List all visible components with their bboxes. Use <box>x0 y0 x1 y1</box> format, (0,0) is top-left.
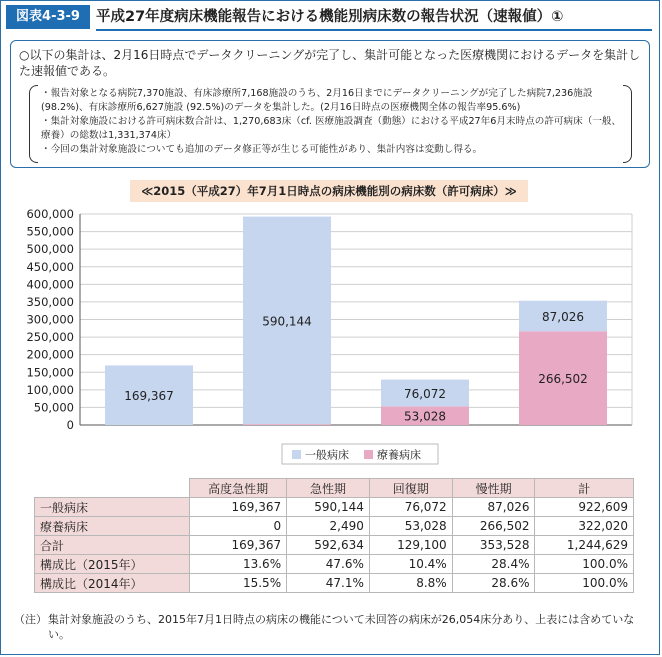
table-cell: 129,100 <box>369 536 452 555</box>
data-table <box>34 478 634 593</box>
table-cell: 76,072 <box>369 498 452 517</box>
table-cell: 100.0% <box>535 555 634 574</box>
table-header: 計 <box>535 479 634 498</box>
row-label: 一般病床 <box>35 498 190 517</box>
legend-swatch-ryoyo <box>364 450 373 459</box>
table-cell: 100.0% <box>535 574 634 593</box>
notes-bullet-3: ・今回の集計対象施設についても追加のデータ修正等が生じる可能性があり、集計内容は変動し得る。 <box>41 144 483 155</box>
table-cell: 922,609 <box>535 498 634 517</box>
legend-label: 療養病床 <box>377 448 421 462</box>
table-cell: 322,020 <box>535 517 634 536</box>
row-label: 合計 <box>35 536 190 555</box>
legend-swatch-ippan <box>292 450 301 459</box>
table-cell: 1,244,629 <box>535 536 634 555</box>
data-label: 590,144 <box>262 314 312 329</box>
table-cell: 47.1% <box>287 574 370 593</box>
legend-label: 一般病床 <box>305 448 349 462</box>
notes-bullet-2: ・集計対象施設における許可病床数合計は、1,270,683床（cf. 医療施設調査（動態）における平成27年6月末時点の許可病床（一般、療養）の総数は1,331,374床） <box>41 116 622 141</box>
data-label: 266,502 <box>538 372 588 387</box>
footnote-mark: （注） <box>14 613 47 626</box>
footnote-text: 集計対象施設のうち、2015年7月1日時点の病床の機能について未回答の病床が26,054床分あり、上表には含めていない。 <box>48 613 635 641</box>
y-tick-label: 250,000 <box>26 330 74 345</box>
y-tick-label: 150,000 <box>26 365 74 380</box>
y-tick-label: 100,000 <box>26 382 74 397</box>
y-tick-label: 400,000 <box>26 277 74 292</box>
table-corner <box>35 479 190 498</box>
figure-title: 平成27年度病床機能報告における機能別病床数の報告状況（速報値）① <box>96 5 652 31</box>
table-header-row <box>35 479 634 498</box>
table-row <box>35 555 634 574</box>
row-label: 構成比（2015年） <box>35 555 190 574</box>
table-cell: 47.6% <box>287 555 370 574</box>
notes-main-text: ○以下の集計は、2月16日時点でデータクリーニングが完了し、集計可能となった医療機関におけるデータを集計した速報値である。 <box>19 48 641 78</box>
figure-number: 図表4-3-9 <box>6 5 90 29</box>
table-header: 急性期 <box>287 479 370 498</box>
table-row <box>35 498 634 517</box>
y-tick-label: 550,000 <box>26 224 74 239</box>
table-cell: 53,028 <box>369 517 452 536</box>
table-row <box>35 574 634 593</box>
table-cell: 169,367 <box>190 536 287 555</box>
y-tick-label: 300,000 <box>26 312 74 327</box>
table-cell: 592,634 <box>287 536 370 555</box>
table-cell: 15.5% <box>190 574 287 593</box>
table-row <box>35 517 634 536</box>
table-cell: 10.4% <box>369 555 452 574</box>
data-label: 169,367 <box>124 389 174 404</box>
row-label: 構成比（2014年） <box>35 574 190 593</box>
table-cell: 353,528 <box>452 536 535 555</box>
table-cell: 87,026 <box>452 498 535 517</box>
chart-title: ≪2015（平成27）年7月1日時点の病床機能別の病床数（許可病床）≫ <box>130 180 528 202</box>
y-tick-label: 350,000 <box>26 294 74 309</box>
table-cell: 169,367 <box>190 498 287 517</box>
table-cell: 266,502 <box>452 517 535 536</box>
table-cell: 590,144 <box>287 498 370 517</box>
table-header: 慢性期 <box>452 479 535 498</box>
table-cell: 28.6% <box>452 574 535 593</box>
table-cell: 2,490 <box>287 517 370 536</box>
table-header: 回復期 <box>369 479 452 498</box>
table-row <box>35 536 634 555</box>
table-cell: 8.8% <box>369 574 452 593</box>
y-tick-label: 200,000 <box>26 347 74 362</box>
y-tick-label: 0 <box>66 418 74 432</box>
data-label: 76,072 <box>404 386 446 401</box>
table-cell: 0 <box>190 517 287 536</box>
notes-bullet-1: ・報告対象となる病院7,370施設、有床診療所7,168施設のうち、2月16日までにデータクリーニングが完了した病院7,236施設(98.2%)、有床診療所6,627施設 (92.5%)のデータを集計した。(2月16日時点の医療機関全体の報告率95.6%) <box>41 88 593 113</box>
table-header: 高度急性期 <box>190 479 287 498</box>
y-tick-label: 500,000 <box>26 242 74 257</box>
y-tick-label: 50,000 <box>33 400 74 415</box>
data-label: 87,026 <box>542 309 584 324</box>
y-tick-label: 450,000 <box>26 259 74 274</box>
data-label: 53,028 <box>404 409 446 424</box>
row-label: 療養病床 <box>35 517 190 536</box>
y-tick-label: 600,000 <box>26 207 74 221</box>
table-cell: 13.6% <box>190 555 287 574</box>
table-cell: 28.4% <box>452 555 535 574</box>
